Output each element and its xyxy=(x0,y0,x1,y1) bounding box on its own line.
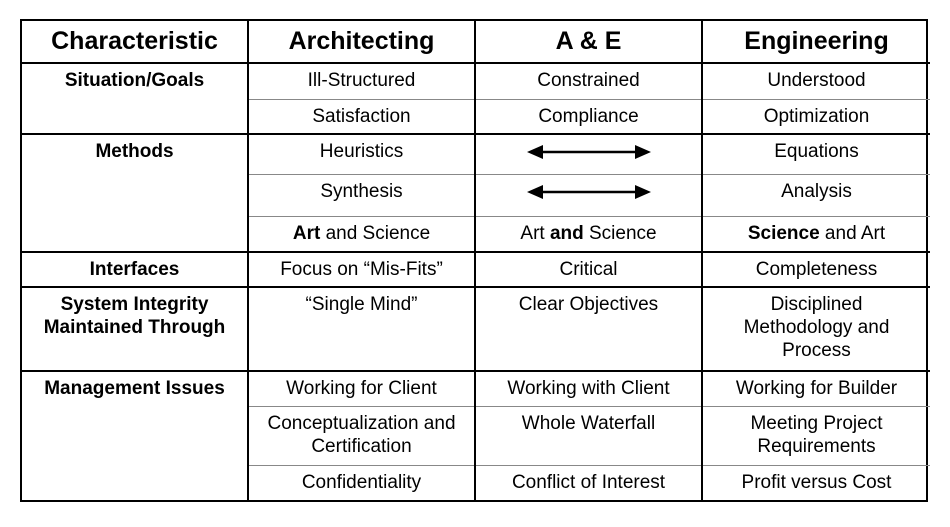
cell-architecting: Ill-Structured xyxy=(248,63,475,99)
emphasis-text: Art xyxy=(292,222,321,244)
cell-engineering: Understood xyxy=(767,70,866,91)
table-row xyxy=(22,134,930,174)
header-row xyxy=(22,21,930,63)
emphasis-text: and xyxy=(549,222,584,244)
table-row xyxy=(22,287,930,371)
cell-ae-arrow xyxy=(475,134,702,174)
header-engineering: Engineering xyxy=(702,21,930,63)
table-row xyxy=(22,252,930,287)
comparison-table xyxy=(22,21,930,500)
text-line: Disciplined xyxy=(770,294,863,315)
cell-architecting: Synthesis xyxy=(248,174,475,216)
cell-engineering: Completeness xyxy=(702,252,930,287)
comparison-table-frame xyxy=(20,19,928,502)
cell-architecting xyxy=(248,406,475,465)
cell-ae: Whole Waterfall xyxy=(475,406,702,465)
cell-engineering: Optimization xyxy=(702,99,930,134)
cell-engineering: Equations xyxy=(702,134,930,174)
cell-engineering xyxy=(702,406,930,465)
cell-engineering xyxy=(702,287,930,371)
plain-text: and Science xyxy=(320,222,431,244)
cell-architecting: Confidentiality xyxy=(248,465,475,500)
row-label-system-integrity xyxy=(22,287,248,371)
cell-ae: Critical xyxy=(475,252,702,287)
table-row xyxy=(22,371,930,406)
row-label-management-issues: Management Issues xyxy=(22,371,248,500)
cell-architecting xyxy=(248,216,475,252)
table-row xyxy=(22,63,930,99)
plain-text: Science xyxy=(583,222,657,244)
cell-engineering: Analysis xyxy=(702,174,930,216)
header-architecting: Architecting xyxy=(248,21,475,63)
cell-architecting: Working for Client xyxy=(248,371,475,406)
row-label-interfaces: Interfaces xyxy=(22,252,248,287)
cell-ae: Constrained xyxy=(475,63,702,99)
text-line: Requirements xyxy=(757,435,876,457)
text-line: Process xyxy=(782,340,851,361)
text-line: Conceptualization and xyxy=(267,412,456,434)
cell-ae-arrow xyxy=(475,174,702,216)
label-line: System Integrity xyxy=(60,294,209,315)
double-arrow-icon xyxy=(527,144,651,160)
cell-architecting: Satisfaction xyxy=(248,99,475,134)
header-characteristic: Characteristic xyxy=(22,21,248,63)
cell-engineering xyxy=(702,216,930,252)
cell-engineering: Profit versus Cost xyxy=(702,465,930,500)
double-arrow-icon xyxy=(527,184,651,200)
label-line: Maintained Through xyxy=(43,317,226,338)
emphasis-text: Science xyxy=(747,222,820,244)
text-line: Meeting Project xyxy=(750,412,883,434)
plain-text: and Art xyxy=(819,222,886,244)
row-label-methods: Methods xyxy=(22,134,248,252)
cell-ae: Compliance xyxy=(475,99,702,134)
cell-architecting: Focus on “Mis-Fits” xyxy=(248,252,475,287)
text-line: Certification xyxy=(311,435,412,457)
cell-ae: Working with Client xyxy=(475,371,702,406)
cell-ae: Clear Objectives xyxy=(475,287,702,371)
cell-ae: Conflict of Interest xyxy=(475,465,702,500)
text-line: Methodology and xyxy=(743,317,890,338)
cell-ae xyxy=(475,216,702,252)
header-ae: A & E xyxy=(475,21,702,63)
cell-engineering: Working for Builder xyxy=(702,371,930,406)
cell-architecting: “Single Mind” xyxy=(248,287,475,371)
plain-text: Art xyxy=(520,222,550,244)
row-label-situation-goals: Situation/Goals xyxy=(22,63,248,134)
cell-architecting: Heuristics xyxy=(248,134,475,174)
